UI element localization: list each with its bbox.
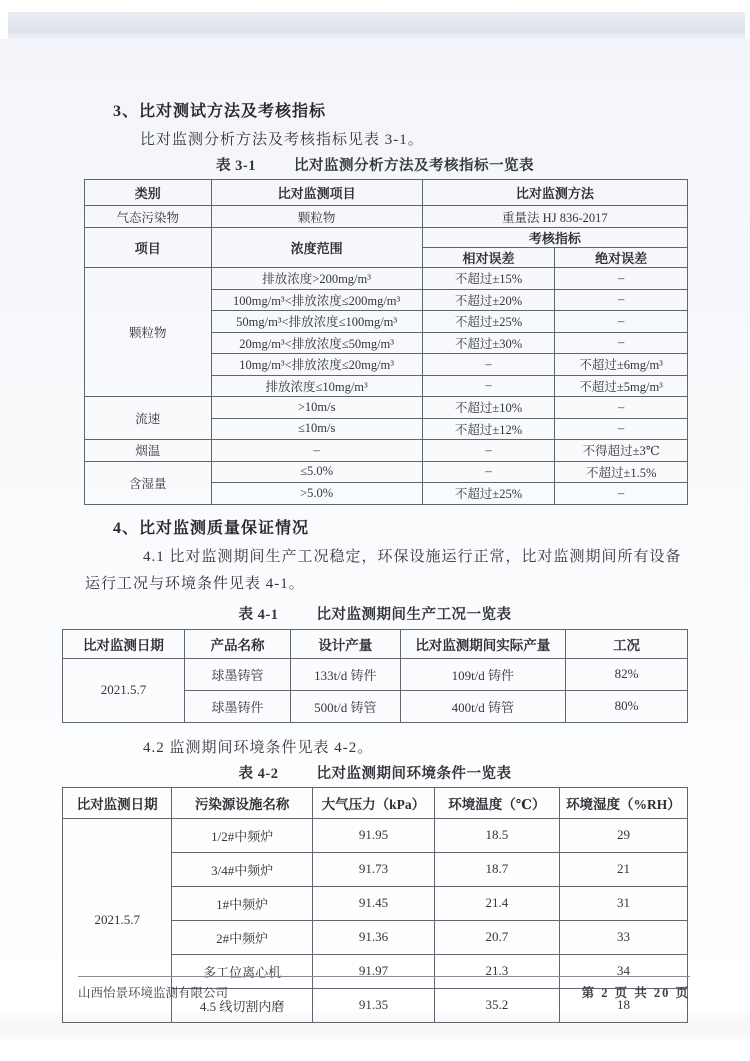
cell-absolute-error: – xyxy=(555,311,688,333)
subheader-relative-error: 相对误差 xyxy=(422,248,555,268)
table-4-2-caption-number: 表 4-2 xyxy=(238,765,279,782)
cell-monitor-date: 2021.5.7 xyxy=(63,658,185,722)
cell-relative-error: 不超过±12% xyxy=(422,418,555,440)
cell-category: 气态污染物 xyxy=(85,206,212,228)
table-4-1-caption-title: 比对监测期间生产工况一览表 xyxy=(316,606,512,623)
cell-range: 排放浓度≤10mg/m³ xyxy=(211,375,422,397)
subheader-absolute-error: 绝对误差 xyxy=(555,248,688,268)
cell-humidity: 34 xyxy=(559,954,687,988)
cell-range: 50mg/m³<排放浓度≤100mg/m³ xyxy=(211,311,422,333)
cell-relative-error: – xyxy=(422,461,555,483)
cell-absolute-error: – xyxy=(555,268,688,290)
header-load: 工况 xyxy=(566,629,688,658)
header-monitor-date: 比对监测日期 xyxy=(63,629,185,658)
cell-absolute-error: 不超过±5mg/m³ xyxy=(555,375,688,397)
cell-range: >10m/s xyxy=(211,397,422,419)
cell-actual-output: 109t/d 铸件 xyxy=(400,658,566,690)
cell-relative-error: 不超过±25% xyxy=(422,483,555,505)
cell-range: >5.0% xyxy=(211,483,422,505)
cell-absolute-error: – xyxy=(555,332,688,354)
cell-temperature: 18.5 xyxy=(434,818,559,852)
cell-method: 重量法 HJ 836-2017 xyxy=(422,206,687,228)
cell-facility: 2#中频炉 xyxy=(172,920,313,954)
table-row xyxy=(63,658,688,690)
page-footer xyxy=(78,976,690,1001)
section-3-intro: 比对监测分析方法及考核指标见表 3-1。 xyxy=(140,132,424,148)
table-row xyxy=(85,180,688,206)
page-content xyxy=(62,98,688,1023)
cell-pressure: 91.35 xyxy=(313,988,435,1022)
table-4-1-caption xyxy=(62,603,688,624)
table-row xyxy=(85,461,688,483)
cell-range: – xyxy=(211,440,422,462)
table-3-1 xyxy=(84,179,688,505)
cell-pressure: 91.45 xyxy=(313,886,435,920)
cell-facility: 多工位离心机 xyxy=(172,954,313,988)
cell-humidity: 33 xyxy=(559,920,687,954)
cell-relative-error: 不超过±30% xyxy=(422,332,555,354)
cell-relative-error: – xyxy=(422,354,555,376)
cell-absolute-error: 不得超过±3℃ xyxy=(555,440,688,462)
cell-monitor-date: 2021.5.7 xyxy=(63,818,172,1022)
cell-range: 20mg/m³<排放浓度≤50mg/m³ xyxy=(211,332,422,354)
table-3-1-caption xyxy=(62,154,688,175)
subheader-item: 项目 xyxy=(85,228,212,268)
cell-group-particulate: 颗粒物 xyxy=(85,268,212,397)
cell-group-velocity: 流速 xyxy=(85,397,212,440)
cell-load: 80% xyxy=(566,690,688,722)
section-4-heading: 4、比对监测质量保证情况 xyxy=(113,519,310,537)
header-design-output: 设计产量 xyxy=(291,629,400,658)
cell-temperature: 35.2 xyxy=(434,988,559,1022)
header-monitor-item: 比对监测项目 xyxy=(211,180,422,206)
table-row xyxy=(85,228,688,248)
header-ambient-humidity: 环境湿度（%RH） xyxy=(559,787,687,818)
paragraph-4-2: 4.2 监测期间环境条件见表 4-2。 xyxy=(143,739,374,756)
cell-temperature: 18.7 xyxy=(434,852,559,886)
section-3-heading: 3、比对测试方法及考核指标 xyxy=(113,103,327,120)
table-4-2-caption xyxy=(62,762,688,783)
cell-design-output: 500t/d 铸管 xyxy=(291,690,400,722)
cell-relative-error: – xyxy=(422,375,555,397)
cell-facility: 1#中频炉 xyxy=(172,886,313,920)
table-row xyxy=(63,629,688,658)
cell-temperature: 20.7 xyxy=(434,920,559,954)
cell-humidity: 21 xyxy=(559,852,687,886)
cell-product-name: 球墨铸管 xyxy=(184,658,290,690)
cell-facility: 3/4#中频炉 xyxy=(172,852,313,886)
header-monitor-date: 比对监测日期 xyxy=(63,787,172,818)
cell-relative-error: 不超过±20% xyxy=(422,289,555,311)
cell-pressure: 91.73 xyxy=(313,852,435,886)
subheader-kpi: 考核指标 xyxy=(422,228,687,248)
table-4-1 xyxy=(62,629,688,723)
cell-product-name: 球墨铸件 xyxy=(184,690,290,722)
header-monitor-method: 比对监测方法 xyxy=(422,180,687,206)
cell-actual-output: 400t/d 铸管 xyxy=(400,690,566,722)
cell-temperature: 21.4 xyxy=(434,886,559,920)
header-ambient-temp: 环境温度（℃） xyxy=(434,787,559,818)
table-row xyxy=(85,206,688,228)
cell-design-output: 133t/d 铸件 xyxy=(291,658,400,690)
table-4-2-caption-title: 比对监测期间环境条件一览表 xyxy=(316,765,512,782)
table-row xyxy=(63,818,688,852)
footer-company-name: 山西怡景环境监测有限公司 xyxy=(78,986,229,1000)
cell-absolute-error: 不超过±1.5% xyxy=(555,461,688,483)
header-source-facility: 污染源设施名称 xyxy=(172,787,313,818)
table-row xyxy=(63,787,688,818)
cell-facility: 4.5 线切割内磨 xyxy=(172,988,313,1022)
table-3-1-caption-title: 比对监测分析方法及考核指标一览表 xyxy=(293,158,534,174)
cell-group-moisture: 含湿量 xyxy=(85,461,212,504)
cell-pressure: 91.95 xyxy=(313,818,435,852)
cell-range: ≤10m/s xyxy=(211,418,422,440)
cell-facility: 1/2#中频炉 xyxy=(172,818,313,852)
cell-relative-error: 不超过±15% xyxy=(422,268,555,290)
cell-absolute-error: – xyxy=(555,418,688,440)
cell-absolute-error: – xyxy=(555,483,688,505)
paragraph-4-1-line1: 4.1 比对监测期间生产工况稳定，环保设施运行正常，比对监测期间所有设备 xyxy=(143,548,682,565)
cell-load: 82% xyxy=(566,658,688,690)
table-row xyxy=(85,268,688,290)
table-row xyxy=(85,397,688,419)
table-3-1-caption-number: 表 3-1 xyxy=(216,158,256,174)
paragraph-4-1-line2: 运行工况与环境条件见表 4-1。 xyxy=(85,575,305,592)
cell-humidity: 31 xyxy=(559,886,687,920)
cell-temperature: 21.3 xyxy=(434,954,559,988)
cell-humidity: 29 xyxy=(559,818,687,852)
paragraph-4-1 xyxy=(62,544,688,598)
cell-range: 10mg/m³<排放浓度≤20mg/m³ xyxy=(211,354,422,376)
cell-absolute-error: – xyxy=(555,289,688,311)
cell-relative-error: 不超过±25% xyxy=(422,311,555,333)
cell-range: 排放浓度>200mg/m³ xyxy=(211,268,422,290)
cell-absolute-error: 不超过±6mg/m³ xyxy=(555,354,688,376)
header-atmos-pressure: 大气压力（kPa） xyxy=(313,787,435,818)
cell-group-flue-temp: 烟温 xyxy=(85,440,212,462)
cell-relative-error: – xyxy=(422,440,555,462)
cell-pressure: 91.97 xyxy=(313,954,435,988)
scan-top-band xyxy=(8,12,745,39)
cell-item: 颗粒物 xyxy=(211,206,422,228)
cell-range: 100mg/m³<排放浓度≤200mg/m³ xyxy=(211,289,422,311)
cell-humidity: 18 xyxy=(559,988,687,1022)
table-4-1-caption-number: 表 4-1 xyxy=(238,606,279,623)
footer-page-number: 第 2 页 共 20 页 xyxy=(581,986,690,1000)
cell-absolute-error: – xyxy=(555,397,688,419)
cell-relative-error: 不超过±10% xyxy=(422,397,555,419)
header-category: 类别 xyxy=(85,180,212,206)
cell-range: ≤5.0% xyxy=(211,461,422,483)
header-actual-output: 比对监测期间实际产量 xyxy=(400,629,566,658)
cell-pressure: 91.36 xyxy=(313,920,435,954)
subheader-range: 浓度范围 xyxy=(211,228,422,268)
table-row xyxy=(85,440,688,462)
header-product-name: 产品名称 xyxy=(184,629,290,658)
